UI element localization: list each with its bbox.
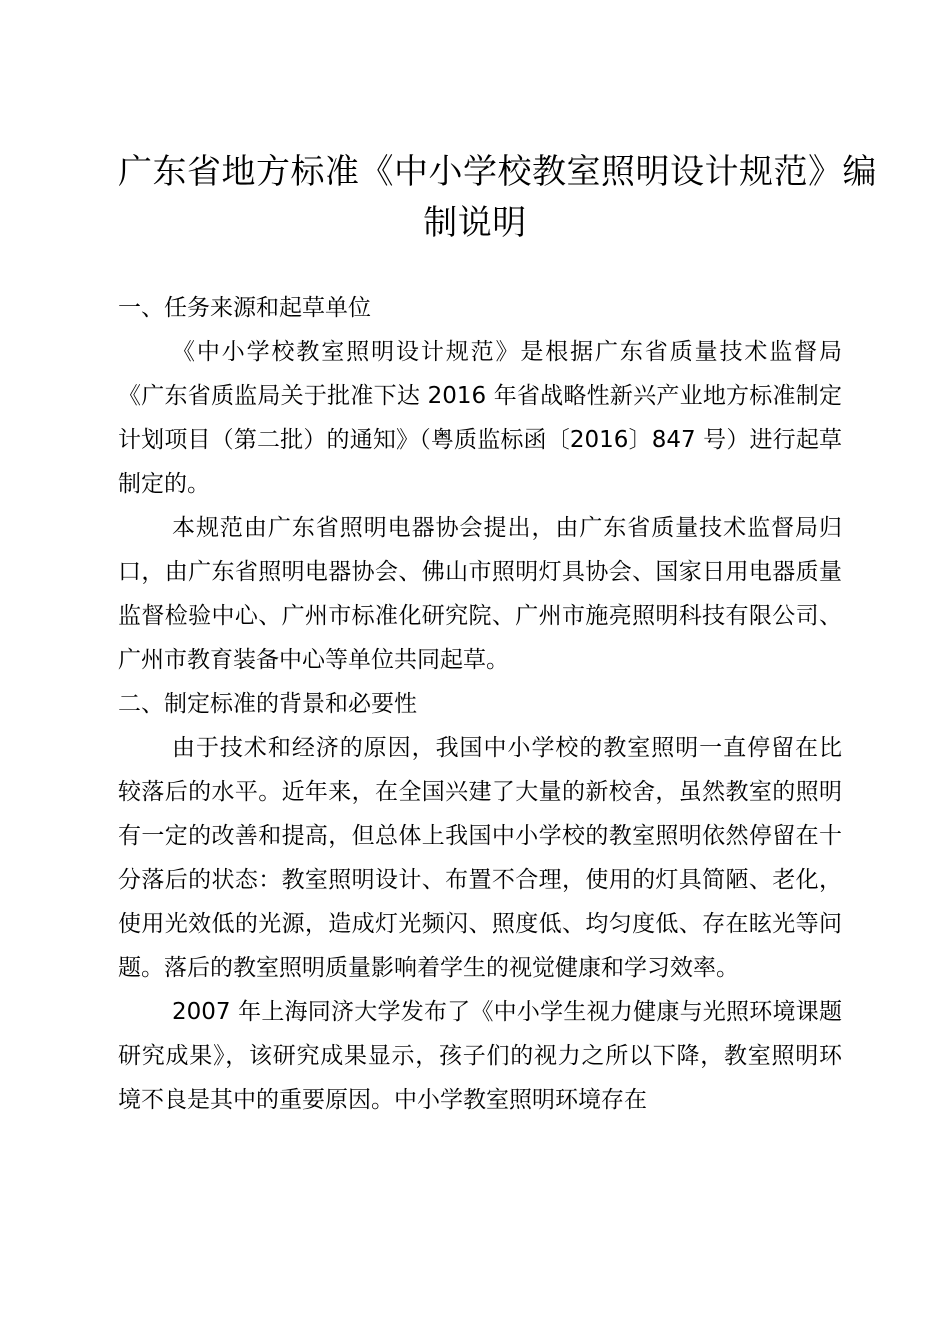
paragraph-line: 本规范由广东省照明电器协会提出，由广东省质量技术监督局归 — [172, 515, 842, 541]
paragraph-line: 分落后的状态：教室照明设计、布置不合理，使用的灯具简陋、老化， — [118, 867, 842, 893]
paragraph-line: 《广东省质监局关于批准下达 2016 年省战略性新兴产业地方标准制定 — [118, 383, 842, 409]
paragraph-line: 《中小学校教室照明设计规范》是根据广东省质量技术监督局 — [172, 339, 842, 365]
paragraph-line: 较落后的水平。近年来，在全国兴建了大量的新校舍，虽然教室的照明 — [118, 779, 842, 805]
section-2-heading: 二、制定标准的背景和必要性 — [118, 691, 417, 717]
paragraph-line: 题。落后的教室照明质量影响着学生的视觉健康和学习效率。 — [118, 955, 739, 981]
document-title-line-2: 制说明 — [423, 203, 527, 243]
paragraph-line: 制定的。 — [118, 471, 210, 497]
section-1-heading: 一、任务来源和起草单位 — [118, 295, 371, 321]
paragraph-line: 口，由广东省照明电器协会、佛山市照明灯具协会、国家日用电器质量 — [118, 559, 842, 585]
document-title-line-1: 广东省地方标准《中小学校教室照明设计规范》编 — [118, 152, 877, 192]
paragraph-line: 监督检验中心、广州市标准化研究院、广州市施亮照明科技有限公司、 — [118, 603, 842, 629]
paragraph-line: 2007 年上海同济大学发布了《中小学生视力健康与光照环境课题 — [172, 999, 842, 1025]
paragraph-line: 境不良是其中的重要原因。中小学教室照明环境存在 — [118, 1087, 647, 1113]
paragraph-line: 使用光效低的光源，造成灯光频闪、照度低、均匀度低、存在眩光等问 — [118, 911, 842, 937]
paragraph-line: 研究成果》，该研究成果显示，孩子们的视力之所以下降，教室照明环 — [118, 1043, 842, 1069]
paragraph-line: 广州市教育装备中心等单位共同起草。 — [118, 647, 509, 673]
paragraph-line: 计划项目（第二批）的通知》（粤质监标函〔2016〕847 号）进行起草 — [118, 427, 842, 453]
paragraph-line: 有一定的改善和提高，但总体上我国中小学校的教室照明依然停留在十 — [118, 823, 842, 849]
paragraph-line: 由于技术和经济的原因，我国中小学校的教室照明一直停留在比 — [172, 735, 842, 761]
